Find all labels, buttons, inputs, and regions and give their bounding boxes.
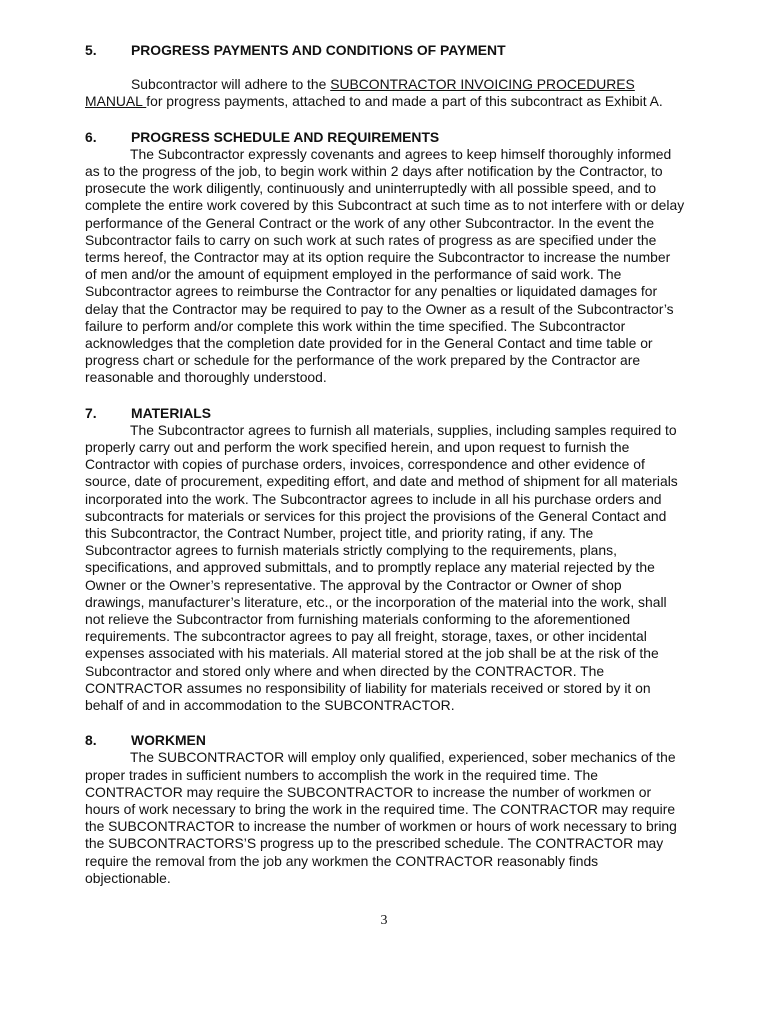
- section-6: [85, 129, 685, 387]
- section-number: 7.: [85, 404, 97, 421]
- section-number: 8.: [85, 732, 97, 749]
- section-body: The SUBCONTRACTOR will employ only qualified, experienced, sober mechanics of the proper trades in sufficient numbers to accomplish the work in the required time. The CONTRACTOR may require the SUBCONTRACTOR to increase the number of workmen or hours of work necessary to bring the work in the required time. The CONTRACTOR may require the SUBCONTRACTOR to increase the number of workmen or hours of work necessary to bring the SUBCONTRACTORS’S progress up to the prescribed schedule. The CONTRACTOR may require the removal from the job any workmen the CONTRACTOR reasonably finds objectionable.: [85, 749, 677, 886]
- document-page: [85, 42, 685, 887]
- section-body: The Subcontractor agrees to furnish all materials, supplies, including samples required to properly carry out and perform the work specified herein, and upon request to furnish the Contractor with copies of purchase orders, invoices, correspondence and other evidence of source, date of procurement, expediting effort, and date and method of shipment for all materials incorporated into the work. The Subcontractor agrees to include in all his purchase orders and subcontracts for materials or services for this project the provisions of the General Contact and this Subcontractor, the Contract Number, project title, and priority rating, if any. The Subcontractor agrees to furnish materials strictly complying to the requirements, plans, specifications, and approved submittals, and to promptly replace any material rejected by the Owner or the Owner’s representative. The approval by the Contractor or Owner of shop drawings, manufacturer’s literature, etc., or the incorporation of the material into the work, shall not relieve the Subcontractor from furnishing materials conforming to the aforementioned requirements. The subcontractor agrees to pay all freight, storage, taxes, or other incidental expenses associated with his materials. All material stored at the job shall be at the risk of the Subcontractor and stored only where and when directed by the CONTRACTOR. The CONTRACTOR assumes no responsibility of liability for materials received or stored by it on behalf of and in accommodation to the SUBCONTRACTOR.: [85, 421, 678, 714]
- section-body-text: Subcontractor will adhere to the: [131, 76, 331, 93]
- section-heading: [85, 405, 685, 422]
- section-heading: [85, 129, 685, 146]
- section-5: [85, 42, 685, 111]
- section-7: [85, 405, 685, 715]
- section-title: PROGRESS PAYMENTS AND CONDITIONS OF PAYMENT: [131, 42, 506, 58]
- section-body-text: for progress payments, attached to and made a part of this subcontract as Exhibit A.: [146, 93, 663, 110]
- section-body: The Subcontractor expressly covenants and agrees to keep himself thoroughly informed as to the progress of the job, to begin work within 2 days after notification by the Contractor, to prosecute the work diligently, continuously and uninterruptedly with all possible speed, and to complete the entire work covered by this Subcontract at such time as to not interfere with or delay performance of the General Contract or the work of any other Subcontractor. In the event the Subcontractor fails to carry on such work at such rates of progress as are specified under the terms hereof, the Contractor may at its option require the Subcontractor to increase the number of men and/or the amount of equipment employed in the performance of said work. The Subcontractor agrees to reimburse the Contractor for any penalties or liquidated damages for delay that the Contractor may be required to pay to the Owner as a result of the Subcontractor’s failure to perform and/or complete this work within the time specified. The Subcontractor acknowledges that the completion date provided for in the General Contact and time table or progress chart or schedule for the performance of the work prepared by the Contractor are reasonable and thoroughly understood.: [85, 145, 685, 386]
- section-heading: [85, 732, 685, 749]
- section-body: [85, 76, 685, 110]
- section-heading: [85, 42, 685, 59]
- section-8: [85, 732, 685, 887]
- invoicing-manual-reference: SUBCONTRACTOR INVOICING PROCEDURES MANUAL: [85, 76, 635, 110]
- section-number: 6.: [85, 128, 97, 145]
- section-number: 5.: [85, 42, 97, 58]
- page-number: 3: [380, 913, 388, 928]
- section-title: MATERIALS: [131, 404, 211, 421]
- section-title: WORKMEN: [131, 732, 206, 749]
- section-title: PROGRESS SCHEDULE AND REQUIREMENTS: [131, 128, 440, 145]
